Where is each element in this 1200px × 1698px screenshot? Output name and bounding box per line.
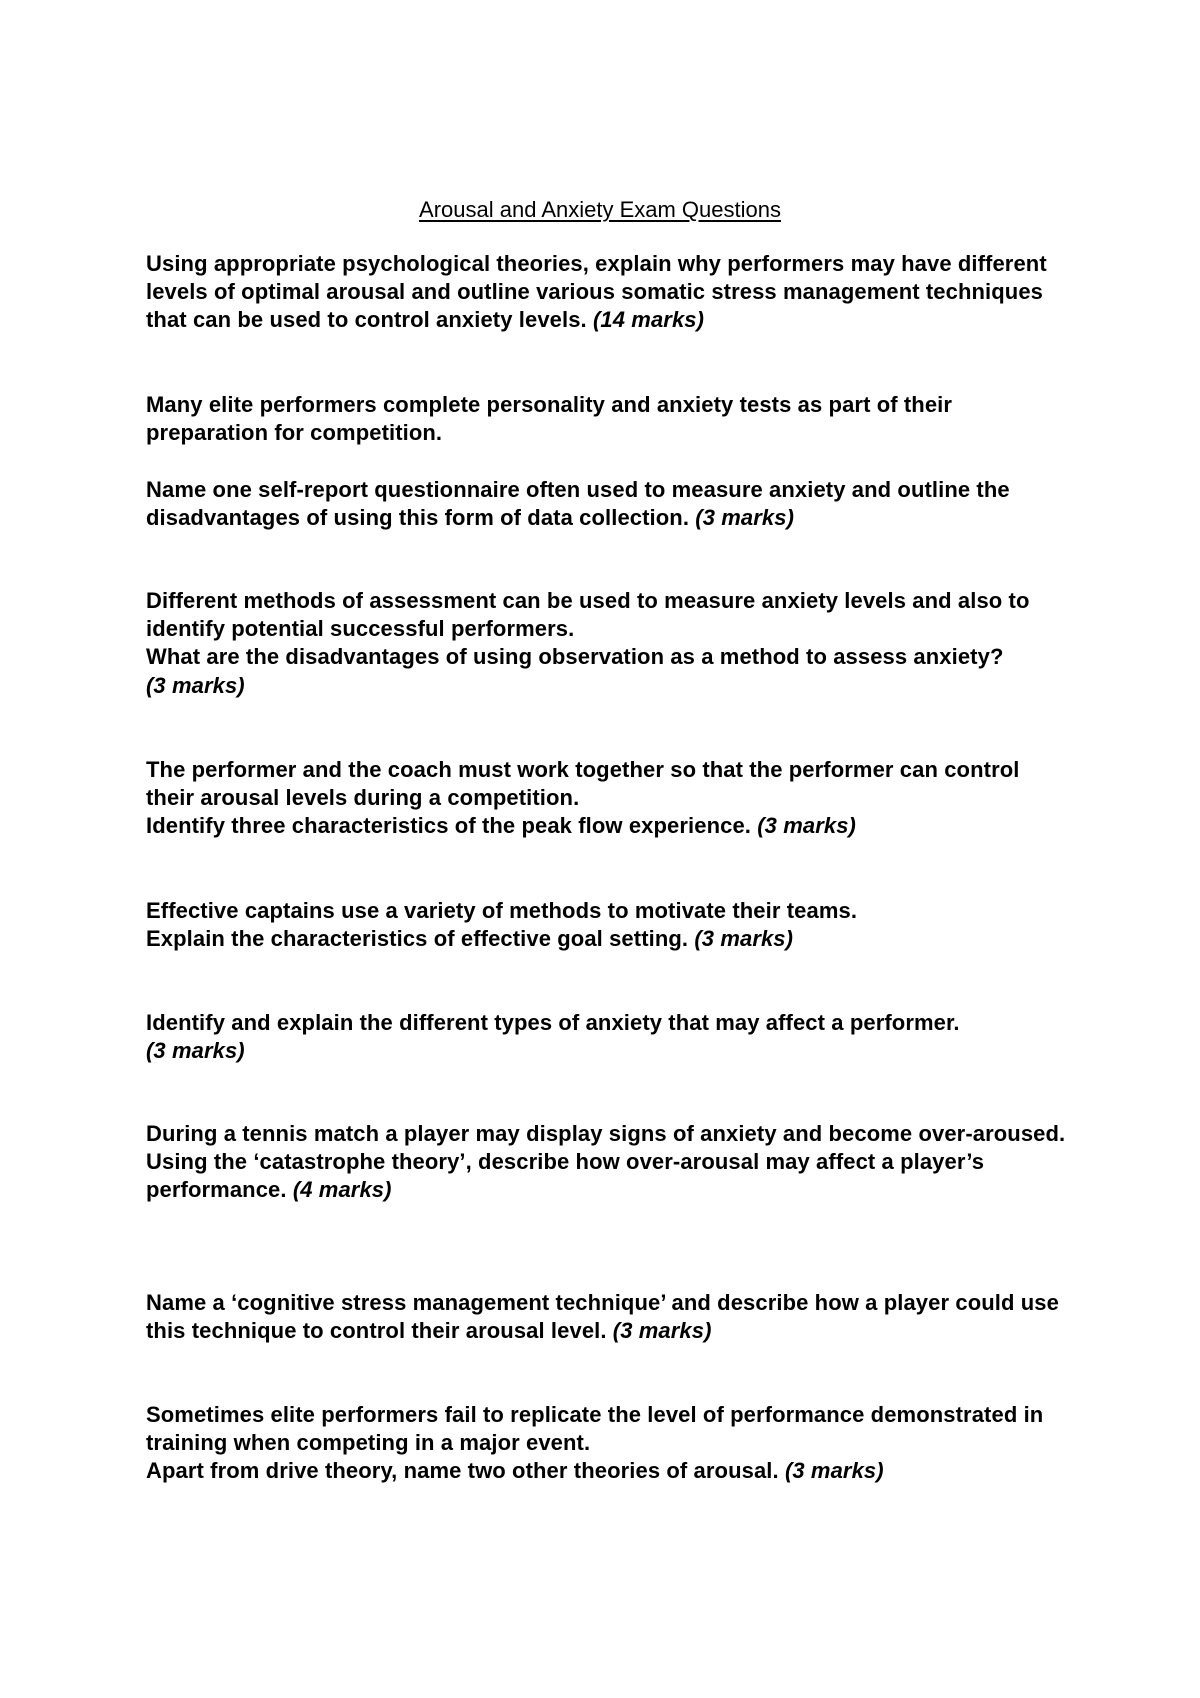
- marks-label: (3 marks): [784, 1458, 884, 1484]
- question-1: [146, 250, 1066, 335]
- marks-label: (3 marks): [146, 672, 245, 698]
- document-title: Arousal and Anxiety Exam Questions: [419, 197, 781, 222]
- marks-label: (3 marks): [612, 1318, 712, 1344]
- question-text: Effective captains use a variety of methods to motivate their teams.: [146, 898, 858, 923]
- question-text: Different methods of assessment can be used to measure anxiety levels and also to identify potential successful performers.: [146, 588, 1030, 642]
- question-2: [146, 391, 1066, 532]
- marks-label: (4 marks): [292, 1177, 392, 1203]
- question-text: Sometimes elite performers fail to replicate the level of performance demonstrated in training when competing in a major event.: [146, 1402, 1044, 1456]
- question-text: Using the ‘catastrophe theory’, describe how over-arousal may affect a player’s performance. (4 marks): [146, 1149, 985, 1203]
- question-text: Apart from drive theory, name two other theories of arousal. (3 marks): [146, 1458, 884, 1484]
- question-5: [146, 897, 1066, 953]
- question-6: [146, 1009, 1066, 1065]
- question-text: Identify three characteristics of the peak flow experience. (3 marks): [146, 813, 856, 839]
- question-8: [146, 1289, 1066, 1345]
- question-4: [146, 756, 1066, 841]
- question-text: The performer and the coach must work together so that the performer can control their arousal levels during a competition.: [146, 757, 1020, 811]
- question-3: [146, 587, 1066, 700]
- question-9: [146, 1401, 1066, 1486]
- question-7: [146, 1120, 1066, 1205]
- marks-label: (3 marks): [695, 504, 795, 530]
- marks-label: (3 marks): [757, 813, 856, 839]
- question-text: What are the disadvantages of using observation as a method to assess anxiety?: [146, 644, 1004, 670]
- marks-label: (3 marks): [694, 926, 794, 952]
- question-text: Name one self-report questionnaire often used to measure anxiety and outline the disadvantages of using this form of data collection. (3 marks): [146, 476, 1010, 530]
- question-text: Explain the characteristics of effective goal setting. (3 marks): [146, 926, 794, 952]
- question-text: Name a ‘cognitive stress management technique’ and describe how a player could use this technique to control their arousal level. (3 marks): [146, 1290, 1059, 1344]
- marks-label: (3 marks): [146, 1038, 245, 1064]
- question-text: Identify and explain the different types of anxiety that may affect a performer.: [146, 1010, 960, 1035]
- question-intro: Many elite performers complete personality and anxiety tests as part of their preparation for competition.: [146, 392, 953, 446]
- question-text: During a tennis match a player may display signs of anxiety and become over-aroused.: [146, 1121, 1066, 1146]
- question-text: Using appropriate psychological theories, explain why performers may have different levels of optimal arousal and outline various somatic stress management techniques that can be used to control anxiety levels. (14 marks): [146, 251, 1047, 333]
- marks-label: (14 marks): [592, 307, 705, 333]
